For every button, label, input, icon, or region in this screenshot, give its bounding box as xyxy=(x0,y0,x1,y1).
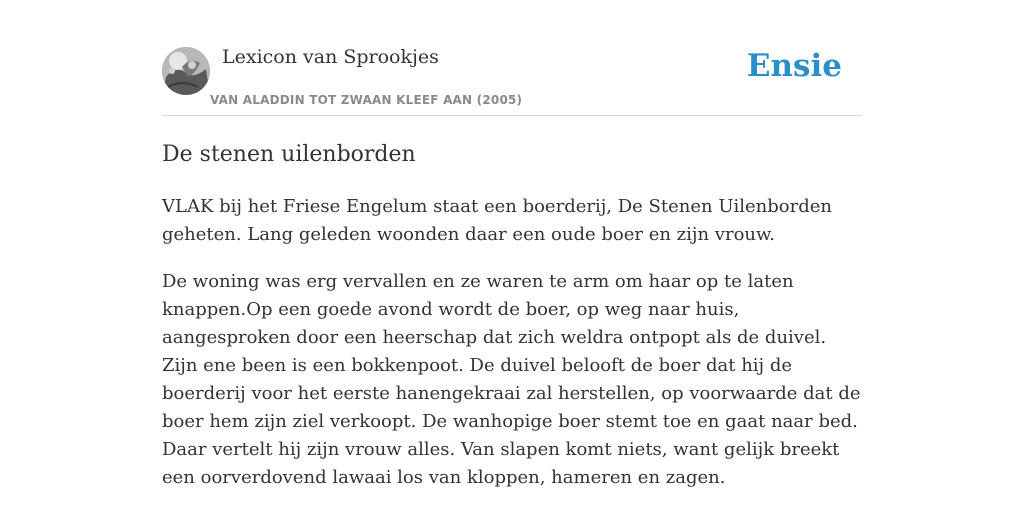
article-title: De stenen uilenborden xyxy=(162,142,416,167)
article-paragraph: VLAK bij het Friese Engelum staat een boerderij, De Stenen Uilenborden geheten. Lang geleden woonden daar een oude boer en zijn vrouw. xyxy=(162,196,832,245)
source-header xyxy=(162,42,862,116)
source-avatar[interactable] xyxy=(162,47,210,95)
article-card xyxy=(162,42,862,492)
brand-logo-link[interactable]: Ensie xyxy=(746,48,842,84)
article-paragraph: De woning was erg vervallen en ze waren te arm om haar op te laten knappen.Op een goede avond wordt de boer, op weg naar huis, aangesproken door een heerschap dat zich weldra ontpopt als de duivel. Zijn ene been is een bokkenpoot. De duivel belooft de boer dat hij de boerderij voor het eerste hanengekraai zal herstellen, op voorwaarde dat de boer hem zijn ziel verkoopt. De wanhopige boer stemt toe en gaat naar bed. Daar vertelt hij zijn vrouw alles. Van slapen komt niets, want gelijk breekt een oorverdovend lawaai los van kloppen, hameren en zagen. xyxy=(162,271,861,488)
book-cover-icon xyxy=(162,47,210,95)
source-subtitle: VAN ALADDIN TOT ZWAAN KLEEF AAN (2005) xyxy=(210,93,523,107)
source-title[interactable]: Lexicon van Sprookjes xyxy=(222,46,439,68)
